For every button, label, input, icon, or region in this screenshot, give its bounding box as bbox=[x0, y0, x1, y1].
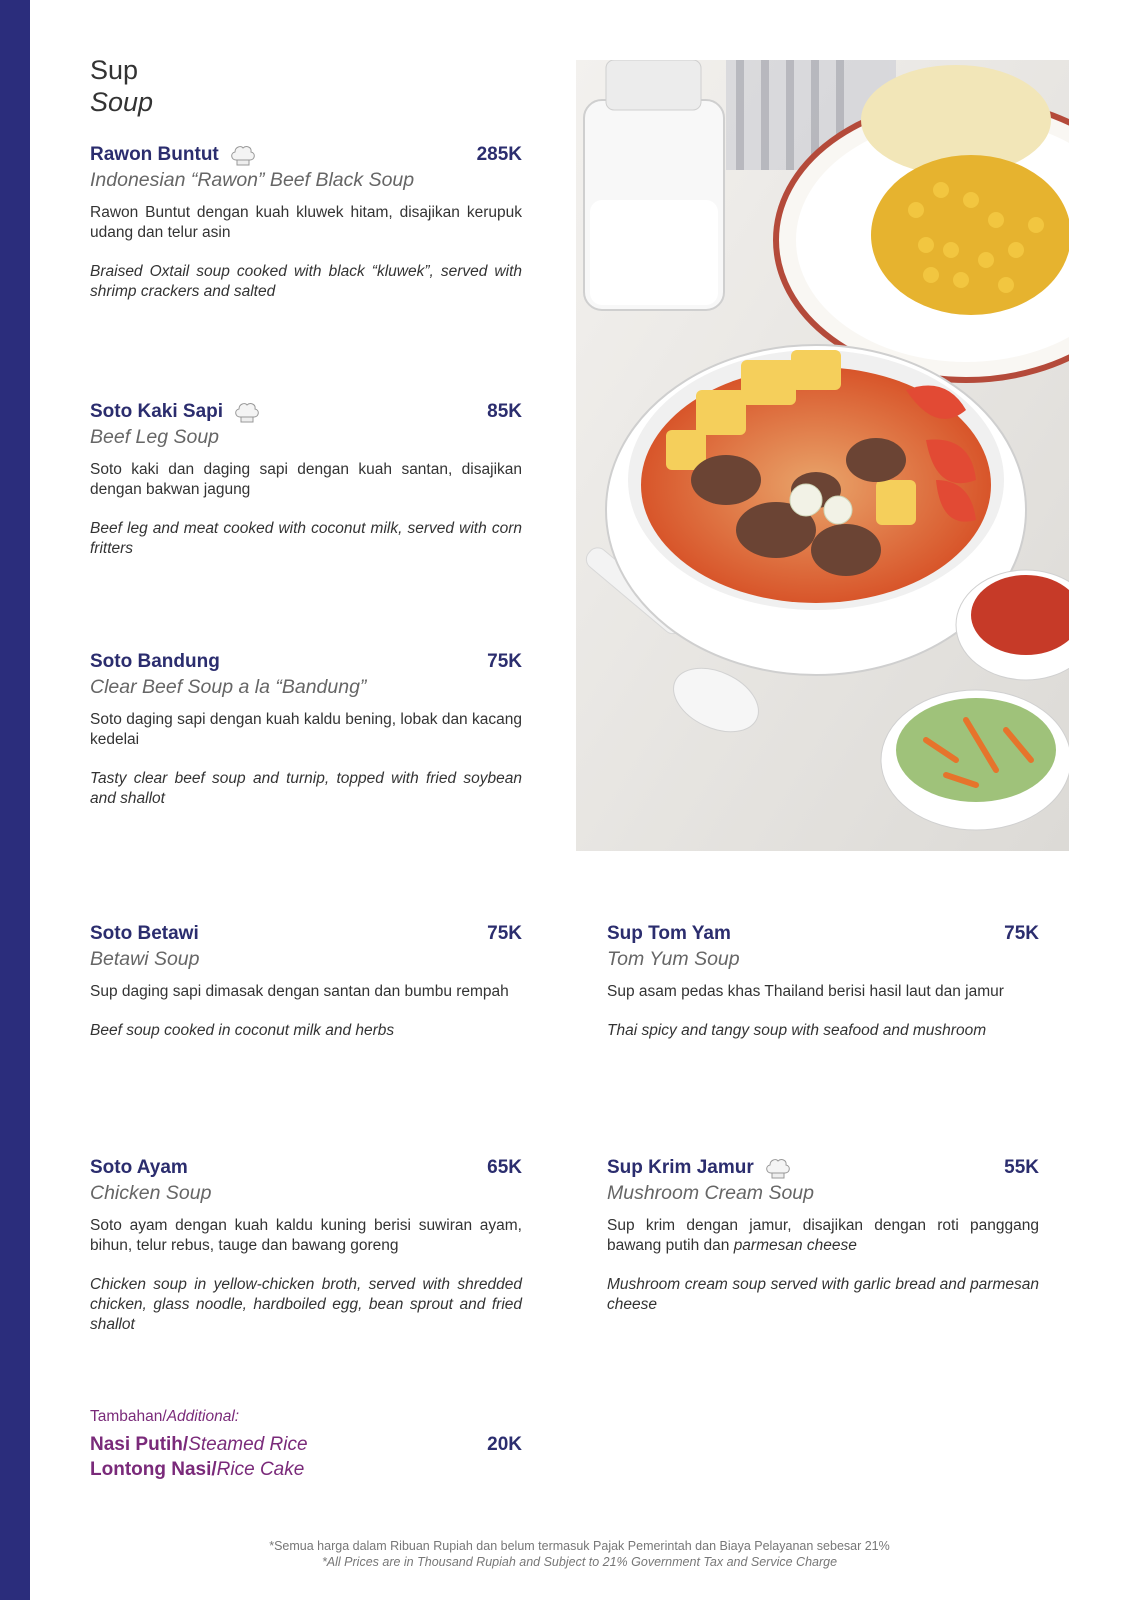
item-price: 75K bbox=[1004, 923, 1039, 944]
additional-name-id: Nasi Putih/ bbox=[90, 1434, 189, 1455]
item-name: Soto Bandung bbox=[90, 651, 220, 672]
item-price: 75K bbox=[487, 651, 522, 672]
item-subtitle: Indonesian “Rawon” Beef Black Soup bbox=[90, 169, 415, 191]
sidebar-stripe bbox=[0, 0, 30, 1600]
menu-item-soto-betawi bbox=[90, 921, 522, 1041]
food-photo bbox=[576, 60, 1069, 851]
section-title-en: Soup bbox=[90, 87, 154, 117]
additional-label-id: Tambahan/ bbox=[90, 1408, 167, 1425]
item-subtitle: Chicken Soup bbox=[90, 1182, 212, 1204]
additional-name-en: Steamed Rice bbox=[188, 1434, 308, 1455]
food-photo-illustration bbox=[576, 60, 1069, 851]
chef-hat-icon bbox=[229, 143, 257, 167]
item-desc-id: Soto kaki dan daging sapi dengan kuah santan, disajikan dengan bakwan jagung bbox=[90, 461, 522, 498]
item-desc-en: Beef leg and meat cooked with coconut milk, served with corn fritters bbox=[90, 520, 522, 557]
item-desc-en: Braised Oxtail soup cooked with black “kluwek”, served with shrimp crackers and salted bbox=[90, 263, 522, 300]
menu-item-soto-kaki-sapi bbox=[90, 399, 522, 559]
item-subtitle: Betawi Soup bbox=[90, 948, 200, 970]
item-subtitle: Mushroom Cream Soup bbox=[607, 1182, 814, 1204]
section-title bbox=[90, 54, 153, 118]
footer-line-id: *Semua harga dalam Ribuan Rupiah dan belum termasuk Pajak Pemerintah dan Biaya Pelayanan sebesar 21% bbox=[269, 1539, 890, 1553]
menu-item-soto-bandung bbox=[90, 649, 522, 809]
footer-note bbox=[30, 1538, 1129, 1570]
additional-section bbox=[90, 1408, 522, 1482]
chef-hat-icon bbox=[233, 400, 261, 424]
menu-item-sup-tom-yam bbox=[607, 921, 1039, 1041]
item-name: Soto Betawi bbox=[90, 923, 199, 944]
menu-item-soto-ayam bbox=[90, 1155, 522, 1335]
additional-price: 20K bbox=[487, 1434, 522, 1455]
item-name-wrap bbox=[607, 1156, 792, 1180]
additional-name-en: Rice Cake bbox=[216, 1459, 305, 1480]
item-price: 75K bbox=[487, 923, 522, 944]
item-desc-id-main: Sup krim dengan jamur, disajikan dengan roti panggang bawang putih dan bbox=[607, 1217, 1039, 1254]
item-name: Sup Krim Jamur bbox=[607, 1157, 754, 1178]
item-price: 55K bbox=[1004, 1157, 1039, 1178]
additional-label bbox=[90, 1408, 522, 1426]
item-price: 85K bbox=[487, 401, 522, 422]
footer-line-en: *All Prices are in Thousand Rupiah and Subject to 21% Government Tax and Service Charge bbox=[321, 1555, 838, 1569]
item-name-wrap bbox=[90, 143, 257, 167]
item-desc-id: Soto ayam dengan kuah kaldu kuning berisi suwiran ayam, bihun, telur rebus, tauge dan bawang goreng bbox=[90, 1217, 522, 1254]
item-desc-en: Thai spicy and tangy soup with seafood and mushroom bbox=[607, 1022, 987, 1039]
item-subtitle: Clear Beef Soup a la “Bandung” bbox=[90, 676, 367, 698]
item-desc-en: Beef soup cooked in coconut milk and herbs bbox=[90, 1022, 395, 1039]
menu-item-sup-krim-jamur bbox=[607, 1155, 1039, 1315]
additional-row bbox=[90, 1432, 522, 1457]
item-desc-en: Tasty clear beef soup and turnip, topped with fried soybean and shallot bbox=[90, 770, 522, 807]
item-desc-en: Chicken soup in yellow-chicken broth, served with shredded chicken, glass noodle, hardboiled egg, bean sprout and fried shallot bbox=[90, 1276, 522, 1333]
item-price: 65K bbox=[487, 1157, 522, 1178]
item-subtitle: Tom Yum Soup bbox=[607, 948, 740, 970]
menu-item-rawon-buntut bbox=[90, 142, 522, 302]
item-desc-id: Soto daging sapi dengan kuah kaldu bening, lobak dan kacang kedelai bbox=[90, 711, 522, 748]
item-name: Sup Tom Yam bbox=[607, 923, 731, 944]
item-price: 285K bbox=[476, 144, 522, 165]
item-desc-id-italic: parmesan cheese bbox=[733, 1237, 857, 1254]
item-desc-id bbox=[607, 1216, 1039, 1256]
item-name: Soto Ayam bbox=[90, 1157, 188, 1178]
item-name-wrap bbox=[90, 400, 261, 424]
item-name: Rawon Buntut bbox=[90, 144, 219, 165]
additional-name-id: Lontong Nasi/ bbox=[90, 1459, 217, 1480]
item-desc-id: Rawon Buntut dengan kuah kluwek hitam, disajikan kerupuk udang dan telur asin bbox=[90, 204, 522, 241]
additional-label-en: Additional: bbox=[166, 1408, 240, 1425]
item-desc-id: Sup asam pedas khas Thailand berisi hasil laut dan jamur bbox=[607, 983, 1004, 1000]
section-title-id: Sup bbox=[90, 55, 139, 85]
item-name: Soto Kaki Sapi bbox=[90, 401, 224, 422]
additional-row bbox=[90, 1457, 522, 1482]
item-desc-en: Mushroom cream soup served with garlic bread and parmesan cheese bbox=[607, 1276, 1039, 1313]
chef-hat-icon bbox=[764, 1156, 792, 1180]
item-desc-id: Sup daging sapi dimasak dengan santan dan bumbu rempah bbox=[90, 983, 509, 1000]
item-subtitle: Beef Leg Soup bbox=[90, 426, 220, 448]
